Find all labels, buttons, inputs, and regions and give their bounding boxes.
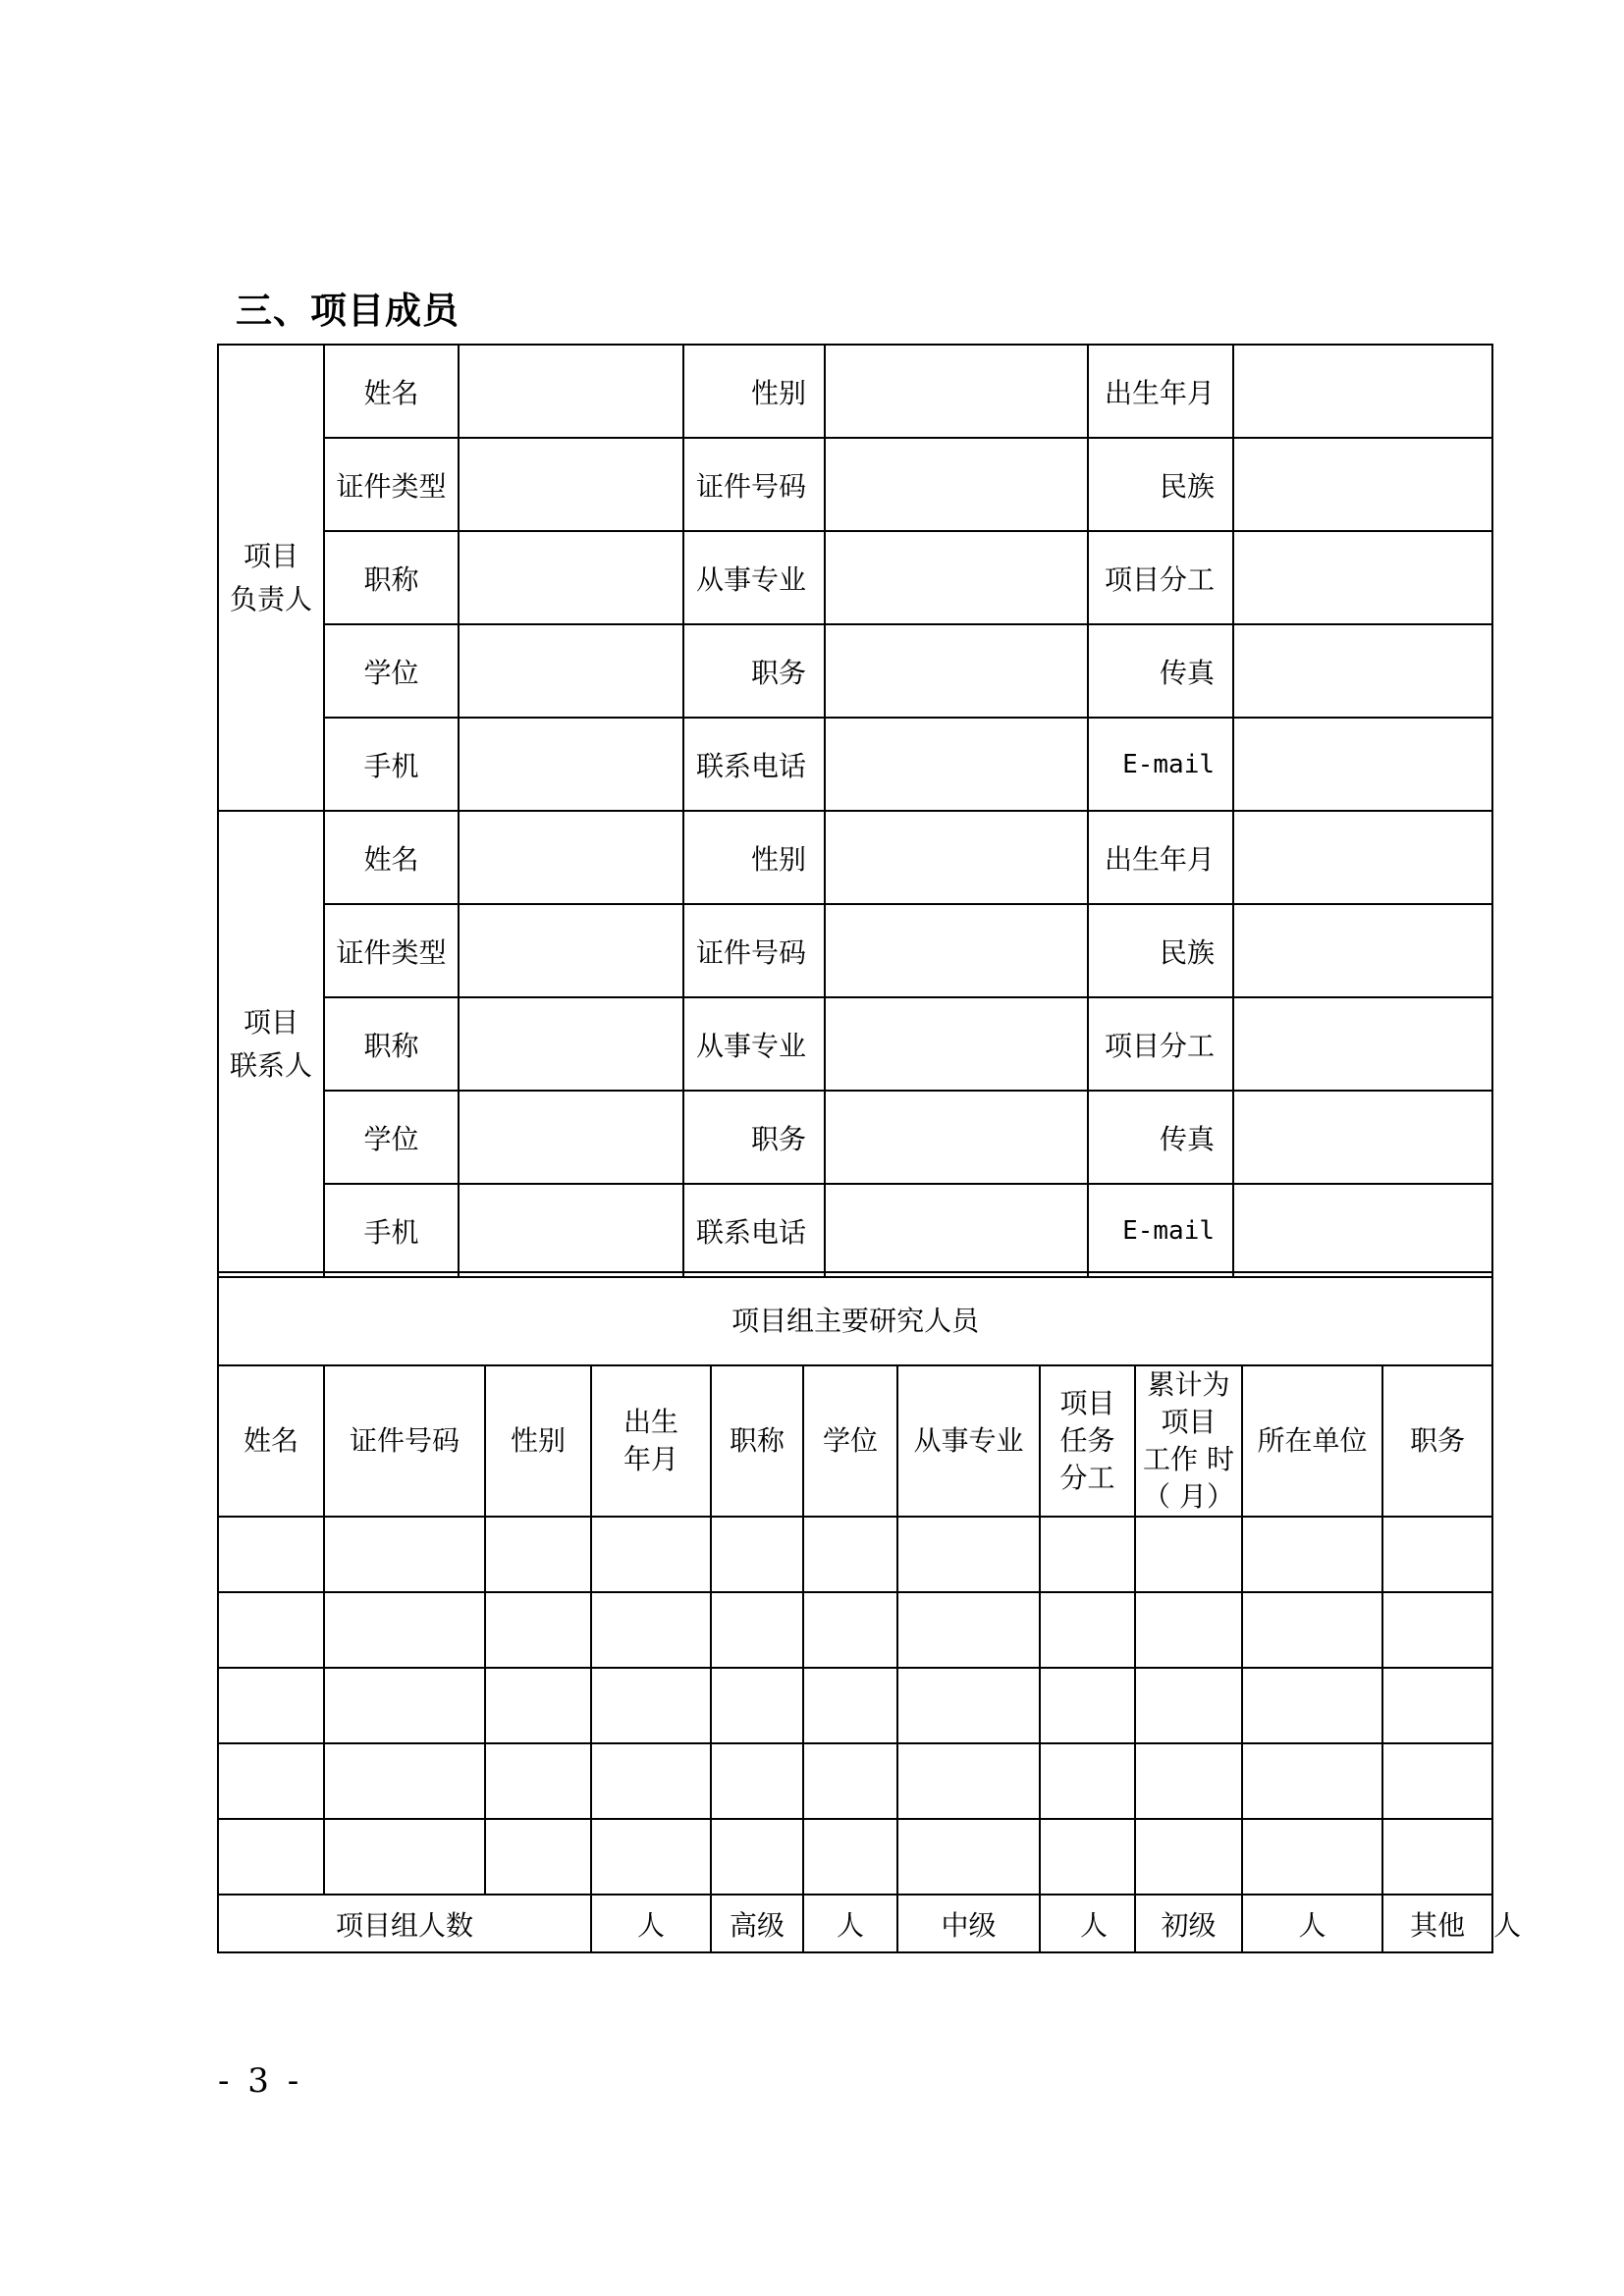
field-label: 手机 [324, 1184, 459, 1277]
table-row [218, 1592, 1492, 1668]
field-value-cell[interactable] [459, 345, 683, 438]
table-cell[interactable] [591, 1743, 711, 1819]
table-cell[interactable] [1242, 1668, 1382, 1743]
column-header: 学位 [803, 1365, 897, 1517]
table-cell[interactable] [324, 1819, 485, 1895]
field-label: 职称 [324, 531, 459, 624]
group-label [218, 811, 324, 1277]
table-cell[interactable] [1242, 1743, 1382, 1819]
field-value-cell[interactable] [1233, 624, 1492, 718]
field-label: 学位 [324, 624, 459, 718]
field-value-cell[interactable] [459, 997, 683, 1091]
person-row [218, 718, 1492, 811]
person-row [218, 531, 1492, 624]
table-cell[interactable] [803, 1592, 897, 1668]
field-label: 证件号码 [683, 904, 825, 997]
middle-label: 中级 [897, 1895, 1040, 1952]
column-header: 职务 [1382, 1365, 1492, 1517]
table-cell[interactable] [803, 1743, 897, 1819]
field-value-cell[interactable] [1233, 345, 1492, 438]
field-value-cell[interactable] [825, 1091, 1088, 1184]
field-value-cell[interactable] [1233, 904, 1492, 997]
person-row [218, 1091, 1492, 1184]
field-value-cell[interactable] [459, 904, 683, 997]
table-cell[interactable] [218, 1592, 324, 1668]
table-cell[interactable] [1135, 1668, 1242, 1743]
table-cell[interactable] [1382, 1592, 1492, 1668]
field-label: 职务 [683, 624, 825, 718]
table-row [218, 1819, 1492, 1895]
table-cell[interactable] [897, 1819, 1040, 1895]
field-value-cell[interactable] [459, 718, 683, 811]
field-value-cell[interactable] [1233, 438, 1492, 531]
person-row [218, 811, 1492, 904]
column-header: 从事专业 [897, 1365, 1040, 1517]
table-cell[interactable] [711, 1819, 803, 1895]
table-cell[interactable] [1040, 1668, 1135, 1743]
table-cell[interactable] [1242, 1819, 1382, 1895]
column-header: 项目 任务 分工 [1040, 1365, 1135, 1517]
table-cell[interactable] [1242, 1517, 1382, 1592]
table-cell[interactable] [324, 1668, 485, 1743]
table-cell[interactable] [1135, 1517, 1242, 1592]
person-row [218, 345, 1492, 438]
field-label: 项目分工 [1088, 997, 1233, 1091]
unit-label: 人 [1040, 1895, 1135, 1952]
unit-label: 人 [591, 1895, 711, 1952]
table-row [218, 1517, 1492, 1592]
table-cell[interactable] [1040, 1592, 1135, 1668]
researchers-title: 项目组主要研究人员 [218, 1272, 1492, 1365]
table-cell[interactable] [218, 1517, 324, 1592]
table-cell[interactable] [591, 1517, 711, 1592]
table-cell[interactable] [711, 1743, 803, 1819]
page-number: - 3 - [218, 2061, 303, 2101]
table-cell[interactable] [1040, 1743, 1135, 1819]
table-cell[interactable] [218, 1743, 324, 1819]
field-value-cell[interactable] [825, 811, 1088, 904]
group-label-line: 项目 [243, 1005, 298, 1039]
table-cell[interactable] [1135, 1592, 1242, 1668]
field-value-cell[interactable] [1233, 531, 1492, 624]
field-value-cell[interactable] [825, 345, 1088, 438]
field-value-cell[interactable] [825, 531, 1088, 624]
field-value-cell[interactable] [459, 438, 683, 531]
field-value-cell[interactable] [825, 904, 1088, 997]
other-label: 其他 [1382, 1895, 1492, 1952]
junior-label: 初级 [1135, 1895, 1242, 1952]
field-value-cell[interactable] [459, 1091, 683, 1184]
table-cell[interactable] [1382, 1517, 1492, 1592]
column-header: 证件号码 [324, 1365, 485, 1517]
group-label-line: 联系人 [229, 1048, 312, 1082]
field-label: 从事专业 [683, 531, 825, 624]
field-label: 联系电话 [683, 718, 825, 811]
group-label [218, 345, 324, 811]
table-cell[interactable] [218, 1668, 324, 1743]
table-cell[interactable] [711, 1592, 803, 1668]
field-value-cell[interactable] [459, 811, 683, 904]
field-value-cell[interactable] [825, 624, 1088, 718]
team-count-label: 项目组人数 [218, 1895, 591, 1952]
field-label: E-mail [1088, 1184, 1233, 1277]
field-label: 性别 [683, 345, 825, 438]
field-value-cell[interactable] [1233, 718, 1492, 811]
field-label: 证件号码 [683, 438, 825, 531]
table-cell[interactable] [711, 1668, 803, 1743]
table-cell[interactable] [897, 1668, 1040, 1743]
table-cell[interactable] [897, 1592, 1040, 1668]
field-value-cell[interactable] [825, 997, 1088, 1091]
table-row [218, 1668, 1492, 1743]
field-label: 姓名 [324, 345, 459, 438]
field-value-cell[interactable] [1233, 1184, 1492, 1277]
group-label-line: 负责人 [229, 582, 312, 615]
column-header: 性别 [485, 1365, 591, 1517]
table-cell[interactable] [591, 1668, 711, 1743]
table-cell[interactable] [485, 1668, 591, 1743]
table-cell[interactable] [324, 1592, 485, 1668]
unit-label: 人 [1242, 1895, 1382, 1952]
field-value-cell[interactable] [459, 1184, 683, 1277]
field-label: 民族 [1088, 904, 1233, 997]
table-cell[interactable] [1040, 1819, 1135, 1895]
field-label: 出生年月 [1088, 345, 1233, 438]
field-label: 性别 [683, 811, 825, 904]
senior-label: 高级 [711, 1895, 803, 1952]
person-row [218, 1184, 1492, 1277]
field-label: 出生年月 [1088, 811, 1233, 904]
field-label: 职称 [324, 997, 459, 1091]
field-label: 传真 [1088, 1091, 1233, 1184]
field-value-cell[interactable] [825, 438, 1088, 531]
table-cell[interactable] [803, 1517, 897, 1592]
person-row [218, 624, 1492, 718]
table-cell[interactable] [1135, 1819, 1242, 1895]
field-value-cell[interactable] [1233, 1091, 1492, 1184]
field-value-cell[interactable] [825, 718, 1088, 811]
table-cell[interactable] [1382, 1668, 1492, 1743]
table-cell[interactable] [485, 1592, 591, 1668]
table-cell[interactable] [803, 1668, 897, 1743]
unit-label: 人 [803, 1895, 897, 1952]
table-cell[interactable] [218, 1819, 324, 1895]
table-cell[interactable] [324, 1743, 485, 1819]
person-row [218, 438, 1492, 531]
person-row [218, 997, 1492, 1091]
field-label: 证件类型 [324, 438, 459, 531]
field-label: 手机 [324, 718, 459, 811]
field-label: 联系电话 [683, 1184, 825, 1277]
field-label: 职务 [683, 1091, 825, 1184]
table-cell[interactable] [485, 1819, 591, 1895]
column-header: 姓名 [218, 1365, 324, 1517]
section-title: 三、项目成员 [236, 290, 460, 332]
field-label: E-mail [1088, 718, 1233, 811]
field-value-cell[interactable] [459, 624, 683, 718]
field-label: 传真 [1088, 624, 1233, 718]
table-cell[interactable] [1135, 1743, 1242, 1819]
table-cell[interactable] [591, 1819, 711, 1895]
table-cell[interactable] [1382, 1819, 1492, 1895]
column-header: 累计为 项目 工作 时 （ 月） [1135, 1365, 1242, 1517]
person-info-table [217, 344, 1493, 1278]
table-cell[interactable] [485, 1517, 591, 1592]
table-cell[interactable] [324, 1517, 485, 1592]
column-header: 职称 [711, 1365, 803, 1517]
column-header: 所在单位 [1242, 1365, 1382, 1517]
person-row [218, 904, 1492, 997]
field-label: 学位 [324, 1091, 459, 1184]
column-header: 出生 年月 [591, 1365, 711, 1517]
field-label: 从事专业 [683, 997, 825, 1091]
table-row [218, 1743, 1492, 1819]
table-cell[interactable] [591, 1592, 711, 1668]
table-cell[interactable] [897, 1743, 1040, 1819]
table-cell[interactable] [485, 1743, 591, 1819]
field-value-cell[interactable] [825, 1184, 1088, 1277]
field-value-cell[interactable] [1233, 997, 1492, 1091]
researchers-table: 项目组主要研究人员 姓名 证件号码 性别 出生 年月 职称 学位 从事专业 项目 任务 分工 累计为 项目 工作 时 （ 月） 所在单位 职务 项目组人数 人 高级 人 中级 人 初级 人 其他 人 [217, 1271, 1493, 1953]
table-cell[interactable] [1040, 1517, 1135, 1592]
table-cell[interactable] [1242, 1592, 1382, 1668]
table-cell[interactable] [803, 1819, 897, 1895]
field-label: 民族 [1088, 438, 1233, 531]
field-label: 姓名 [324, 811, 459, 904]
table-cell[interactable] [1382, 1743, 1492, 1819]
field-value-cell[interactable] [1233, 811, 1492, 904]
table-cell[interactable] [897, 1517, 1040, 1592]
table-cell[interactable] [711, 1517, 803, 1592]
group-label-line: 项目 [243, 539, 298, 572]
field-label: 证件类型 [324, 904, 459, 997]
field-label: 项目分工 [1088, 531, 1233, 624]
field-value-cell[interactable] [459, 531, 683, 624]
